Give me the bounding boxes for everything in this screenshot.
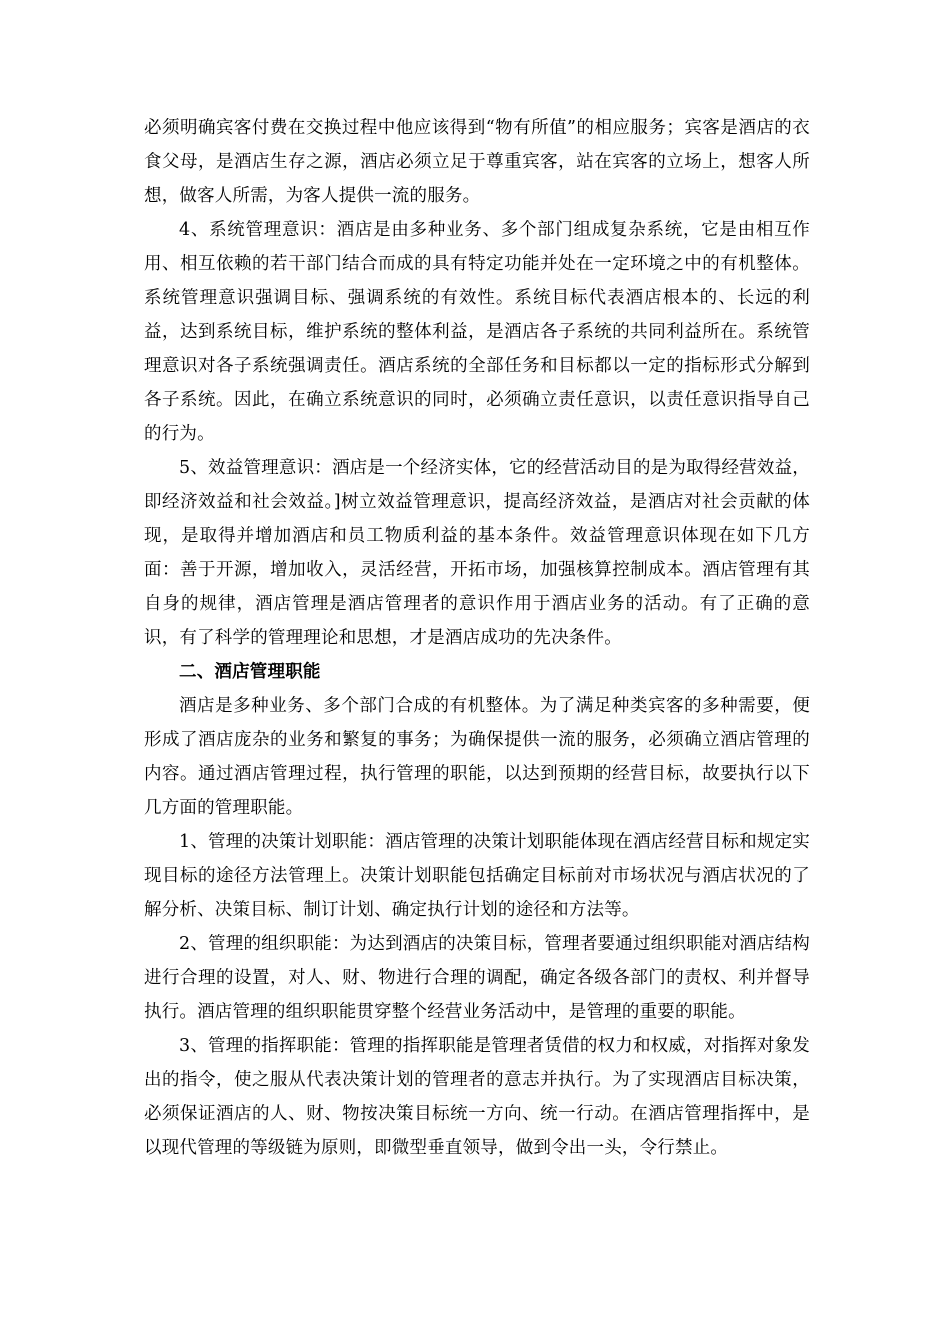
paragraph-system-management: 4、系统管理意识：酒店是由多种业务、多个部门组成复杂系统，它是由相互作用、相互依赖的若干部门结合而成的具有特定功能并处在一定环境之中的有机整体。系统管理意识强调目标、强调系统的有效性。系统目标代表酒店根本的、长远的利益，达到系统目标，维护系统的整体利益，是酒店各子系统的共同利益所在。系统管理意识对各子系统强调责任。酒店系统的全部任务和目标都以一定的指标形式分解到各子系统。因此，在确立系统意识的同时，必须确立责任意识，以责任意识指导自己的行为。	[144, 220, 810, 444]
section-heading-hotel-management-functions: 二、酒店管理职能	[179, 662, 321, 682]
document-body	[144, 111, 810, 1165]
paragraph-benefit-management: 5、效益管理意识：酒店是一个经济实体，它的经营活动目的是为取得经营效益，即经济效益和社会效益。]树立效益管理意识，提高经济效益，是酒店对社会贡献的体现，是取得并增加酒店和员工物质利益的基本条件。效益管理意识体现在如下几方面：善于开源，增加收入，灵活经营，开拓市场，加强核算控制成本。酒店管理有其自身的规律，酒店管理是酒店管理者的意识作用于酒店业务的活动。有了正确的意识，有了科学的管理理论和思想，才是酒店成功的先决条件。	[144, 458, 810, 648]
paragraph-guest-service: 必须明确宾客付费在交换过程中他应该得到“物有所值”的相应服务；宾客是酒店的衣食父母，是酒店生存之源，酒店必须立足于尊重宾客，站在宾客的立场上，想客人所想，做客人所需，为客人提供一流的服务。	[144, 118, 810, 206]
paragraph-functions-intro: 酒店是多种业务、多个部门合成的有机整体。为了满足种类宾客的多种需要，便形成了酒店庞杂的业务和繁复的事务；为确保提供一流的服务，必须确立酒店管理的内容。通过酒店管理过程，执行管理的职能，以达到预期的经营目标，故要执行以下几方面的管理职能。	[144, 696, 810, 818]
paragraph-command: 3、管理的指挥职能：管理的指挥职能是管理者赁借的权力和权威，对指挥对象发出的指令，使之服从代表决策计划的管理者的意志并执行。为了实现酒店目标决策，必须保证酒店的人、财、物按决策目标统一方向、统一行动。在酒店管理指挥中，是以现代管理的等级链为原则，即微型垂直领导，做到令出一头，令行禁止。	[144, 1036, 810, 1158]
paragraph-organization: 2、管理的组织职能：为达到酒店的决策目标，管理者要通过组织职能对酒店结构进行合理的设置，对人、财、物进行合理的调配，确定各级各部门的责权、利并督导执行。酒店管理的组织职能贯穿整个经营业务活动中，是管理的重要的职能。	[144, 934, 810, 1022]
paragraph-decision-planning: 1、管理的决策计划职能：酒店管理的决策计划职能体现在酒店经营目标和规定实现目标的途径方法管理上。决策计划职能包括确定目标前对市场状况与酒店状况的了解分析、决策目标、制订计划、确定执行计划的途径和方法等。	[144, 832, 810, 920]
